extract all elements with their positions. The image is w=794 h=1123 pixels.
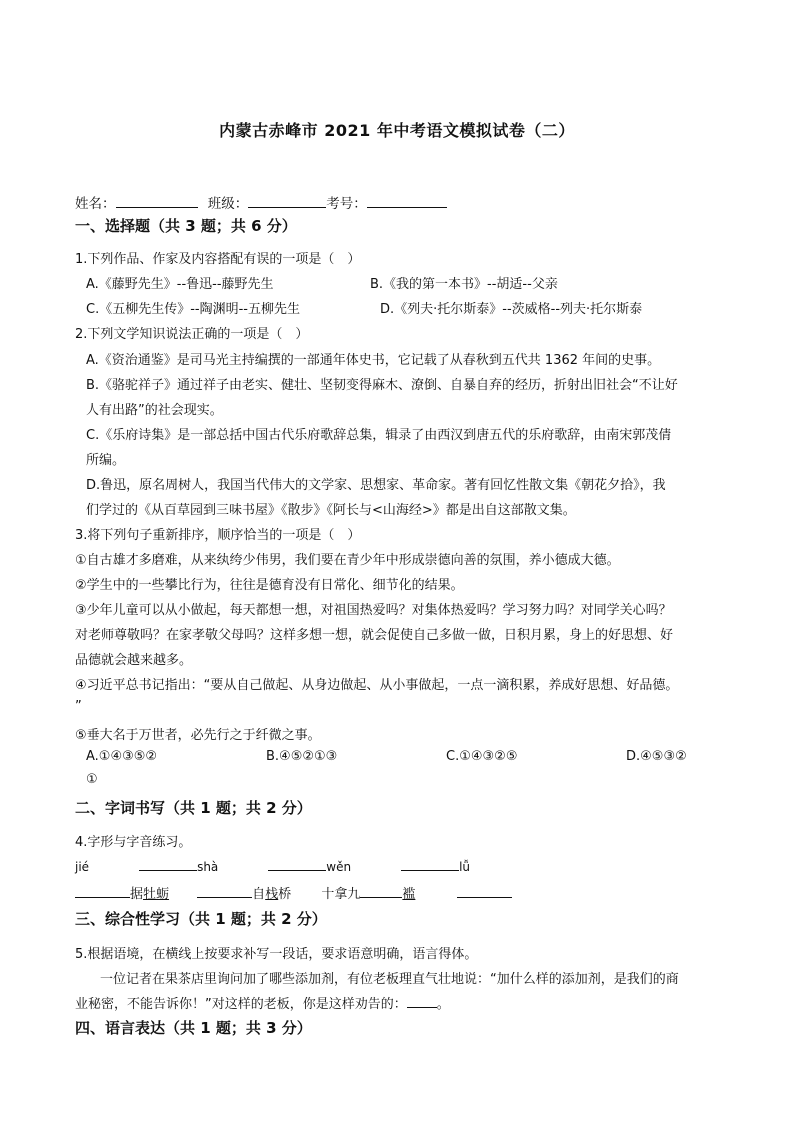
q3-line: ④习近平总书记指出：“要从自己做起、从身边做起、从小事做起，一点一滴积累，养成好思想、好品德。 xyxy=(75,678,679,693)
pinyin-1: jié xyxy=(75,860,90,874)
word-3-head: 十拿九 xyxy=(321,887,361,902)
q3-line: ①自古雄才多磨难，从来纨绔少伟男，我们要在青少年中形成崇德向善的氛围，养小德成大德。 xyxy=(75,553,620,568)
q3-stem: 3.将下列句子重新排序，顺序恰当的一项是（ ） xyxy=(75,528,361,543)
q3-line: ⑤垂大名于万世者，必先行之于纤微之事。 xyxy=(75,728,321,743)
q3-line: 品德就会越来越多。 xyxy=(75,653,193,668)
q3-line: ③少年儿童可以从小做起，每天都想一想，对祖国热爱吗？对集体热爱吗？学习努力吗？对同学关心吗？ xyxy=(75,603,672,618)
q4-word-row xyxy=(75,883,512,902)
q5-context-line1: 一位记者在果茶店里询问加了哪些添加剂，有位老板理直气壮地说：“加什么样的添加剂，是我们的商 xyxy=(100,972,679,987)
word-2-underlined: 栈 xyxy=(265,887,279,902)
number-blank[interactable] xyxy=(367,193,447,208)
q4-pinyin-row xyxy=(75,856,470,874)
q3-line: ②学生中的一些攀比行为，往往是德育没有日常化、细节化的结果。 xyxy=(75,578,464,593)
word-2-tail: 桥 xyxy=(278,887,292,902)
q1-option-c: C.《五柳先生传》--陶渊明--五柳先生 xyxy=(86,302,300,317)
name-label: 姓名： xyxy=(75,196,116,212)
word-blank[interactable] xyxy=(360,883,402,898)
name-blank[interactable] xyxy=(116,193,198,208)
q3-option-c: C.①④③②⑤ xyxy=(446,749,518,764)
pinyin-blank[interactable] xyxy=(268,856,326,871)
q3-line: 对老师尊敬吗？在家孝敬父母吗？这样多想一想，就会促使自己多做一做，日积月累，身上的好思想、好 xyxy=(75,628,674,643)
q3-line: ” xyxy=(75,699,82,714)
word-3-underlined: 褴 xyxy=(402,887,416,902)
word-blank[interactable] xyxy=(457,883,512,898)
q1-stem: 1.下列作品、作家及内容搭配有误的一项是（ ） xyxy=(75,252,361,267)
q5-context-text: 业秘密，不能告诉你！”对这样的老板，你是这样劝告的： xyxy=(75,997,407,1012)
q2-line: 们学过的《从百草园到三味书屋》《散步》《阿长与<山海经>》都是出自这部散文集。 xyxy=(86,503,576,518)
q3-option-d: D.④⑤③② xyxy=(626,749,687,764)
q3-option-a: A.①④③⑤② xyxy=(86,749,158,764)
pinyin-blank[interactable] xyxy=(401,856,459,871)
number-label: 考号： xyxy=(326,196,367,212)
q2-line: B.《骆驼祥子》通过祥子由老实、健壮、坚韧变得麻木、潦倒、自暴自弃的经历，折射出旧社会“不让好 xyxy=(86,378,678,393)
word-1-char: 据 xyxy=(130,887,144,902)
section-heading-4: 四、语言表达（共 1 题；共 3 分） xyxy=(75,1019,312,1037)
q2-line: A.《资治通鉴》是司马光主持编撰的一部通年体史书，它记载了从春秋到五代共 1362 年间的史事。 xyxy=(86,353,661,368)
q5-stem: 5.根据语境，在横线上按要求补写一段话，要求语意明确，语言得体。 xyxy=(75,947,478,962)
section-heading-3: 三、综合性学习（共 1 题；共 2 分） xyxy=(75,910,327,928)
pinyin-3: wěn xyxy=(326,860,352,874)
header-fields xyxy=(75,192,447,212)
section-heading-2: 二、字词书写（共 1 题；共 2 分） xyxy=(75,799,312,817)
q3-option-b: B.④⑤②①③ xyxy=(266,749,338,764)
word-1-underlined: 牡蛎 xyxy=(143,887,170,902)
q2-line: C.《乐府诗集》是一部总括中国古代乐府歌辞总集，辑录了由西汉到唐五代的乐府歌辞，由南宋郭茂倩 xyxy=(86,428,672,443)
class-blank[interactable] xyxy=(248,193,326,208)
section-heading-1: 一、选择题（共 3 题；共 6 分） xyxy=(75,217,297,235)
exam-title: 内蒙古赤峰市 2021 年中考语文模拟试卷（二） xyxy=(219,121,575,140)
pinyin-blank[interactable] xyxy=(139,856,197,871)
q4-stem: 4.字形与字音练习。 xyxy=(75,835,192,850)
q1-option-a: A.《藤野先生》--鲁迅--藤野先生 xyxy=(86,277,274,292)
q3-option-d-wrap: ① xyxy=(86,772,98,787)
class-label: 班级： xyxy=(207,196,249,212)
q5-context-line2 xyxy=(75,993,450,1012)
word-2-char: 自 xyxy=(252,887,266,902)
q5-answer-blank[interactable] xyxy=(407,993,437,1008)
q2-line: D.鲁迅，原名周树人，我国当代伟大的文学家、思想家、革命家。著有回忆性散文集《朝花夕拾》，我 xyxy=(86,478,666,493)
q5-context-end: 。 xyxy=(436,997,450,1012)
pinyin-4: lǚ xyxy=(459,860,471,874)
word-blank[interactable] xyxy=(75,883,130,898)
word-blank[interactable] xyxy=(197,883,252,898)
q2-line: 所编。 xyxy=(86,453,126,468)
q1-option-b: B.《我的第一本书》--胡适--父亲 xyxy=(370,277,558,292)
q2-line: 人有出路”的社会现实。 xyxy=(86,403,223,418)
q1-option-d: D.《列夫·托尔斯泰》--茨威格--列夫·托尔斯泰 xyxy=(380,302,643,317)
q2-stem: 2.下列文学知识说法正确的一项是（ ） xyxy=(75,327,309,342)
pinyin-2: shà xyxy=(197,860,219,874)
